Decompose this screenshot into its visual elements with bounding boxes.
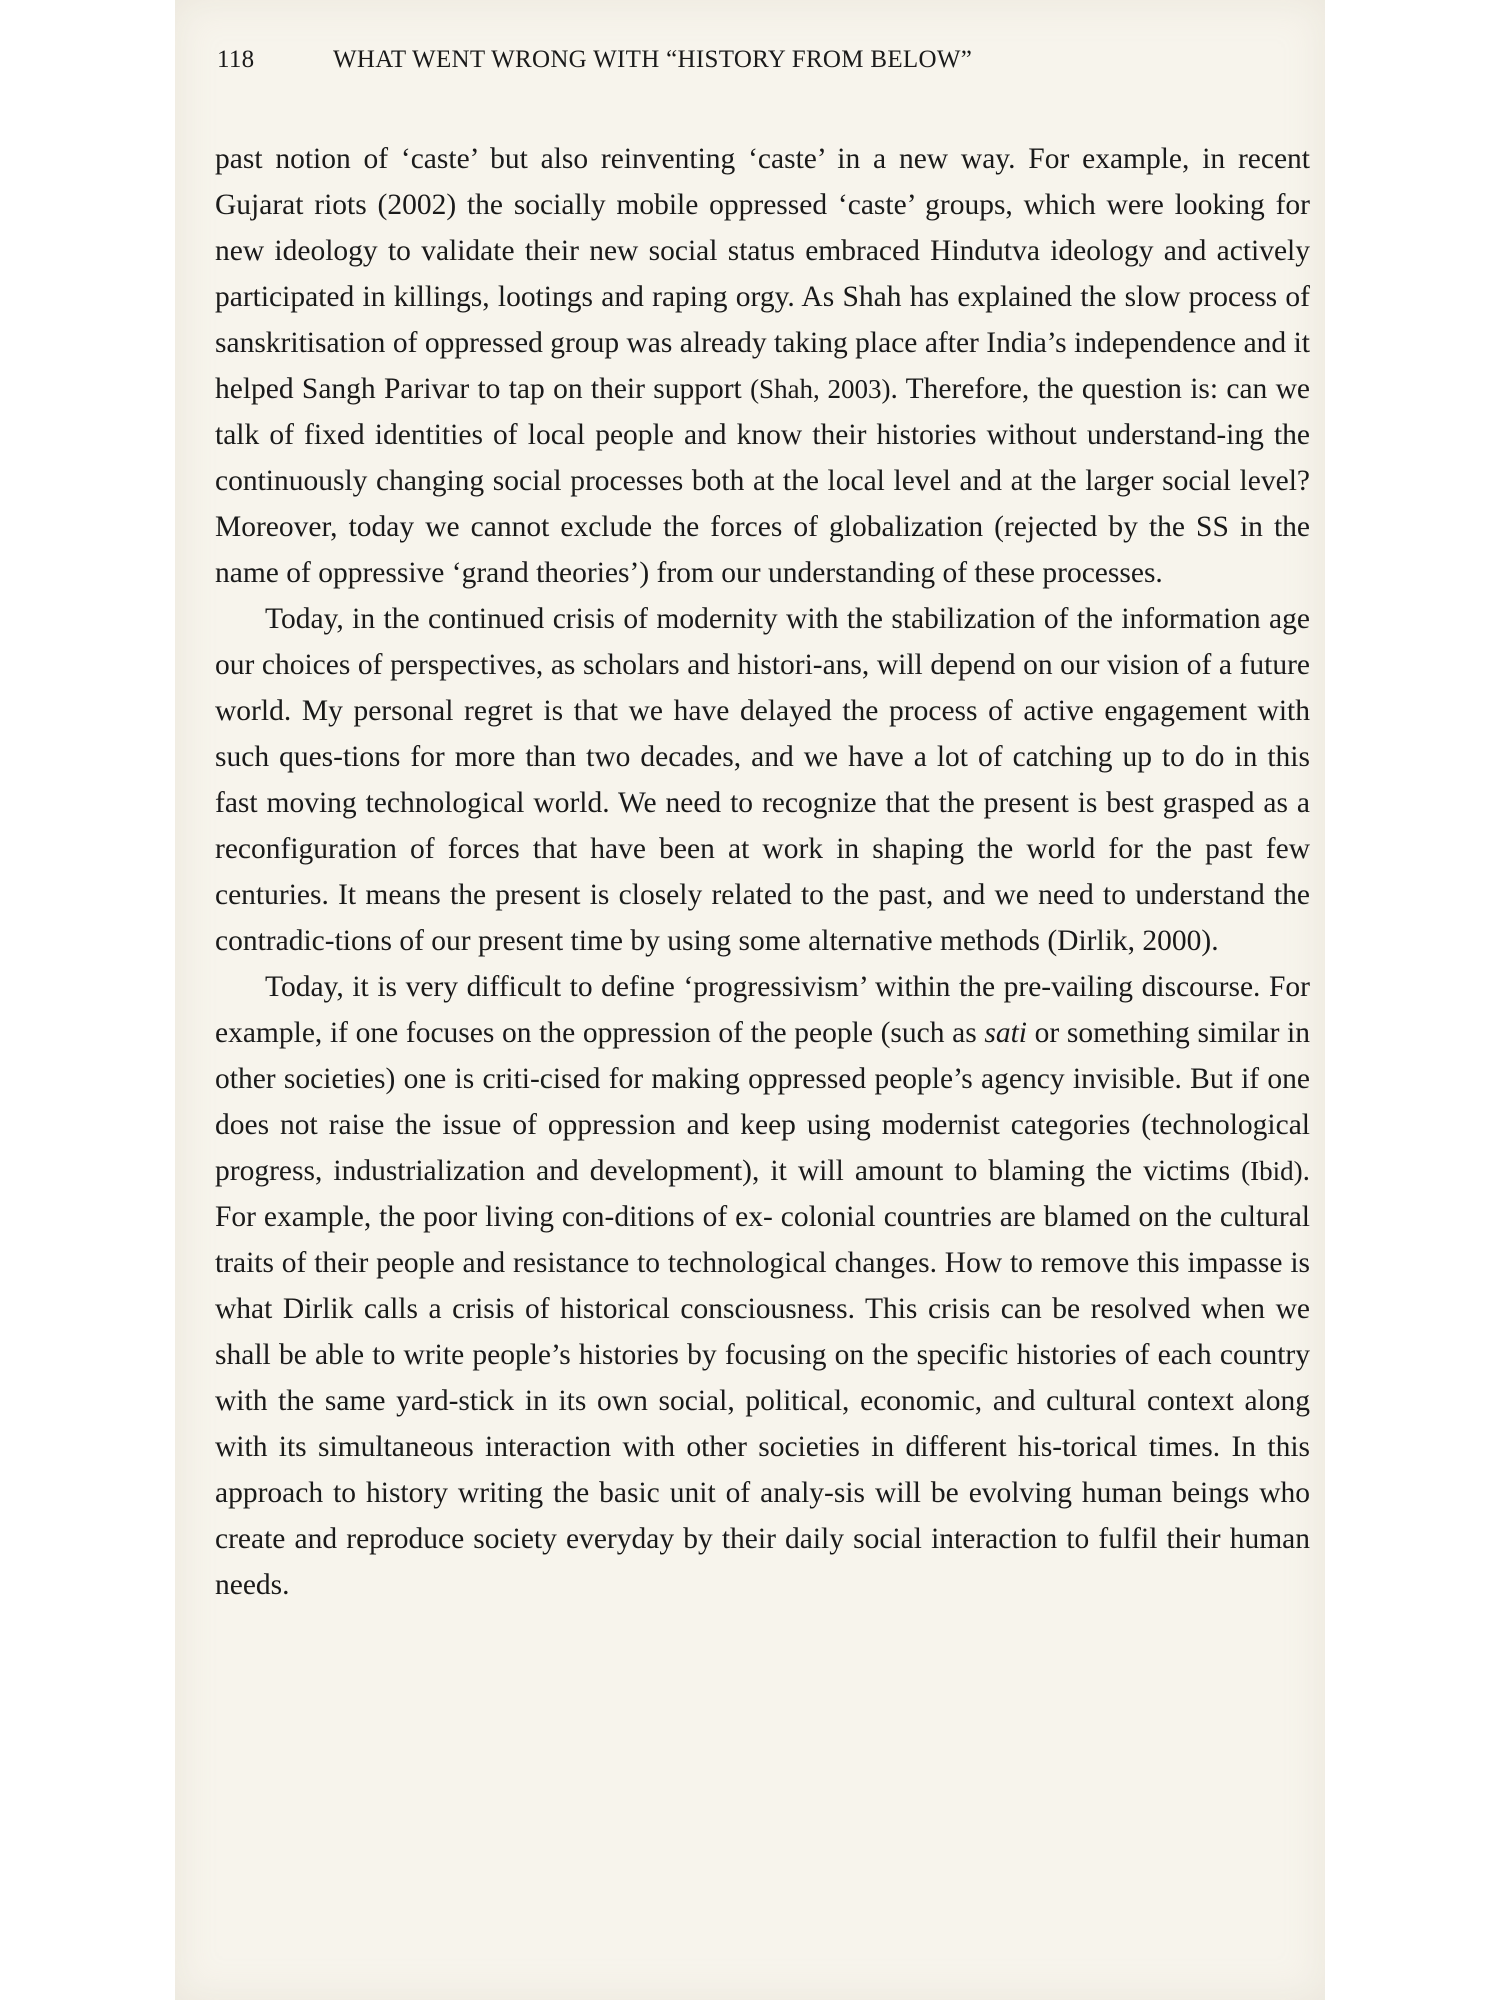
running-head: WHAT WENT WRONG WITH “HISTORY FROM BELOW” — [333, 46, 973, 73]
book-page — [175, 0, 1325, 2000]
paragraph-3-text-b: or something similar in other societies) one is criti-cised for making oppressed people’s agency invisible. But if one does not raise the issue of oppression and keep using modernist categories (technological progress, industrialization and development), it will amount to blaming the victims — [215, 1017, 1310, 1187]
paragraph-1-text-b: . Therefore, the question is: can we talk of fixed identities of local people and know their histories without understand-ing the continuously changing social processes both at the local level and at the larger social level? Moreover, today we cannot exclude the forces of globalization (rejected by the SS in the name of oppressive ‘grand theories’) from our understanding of these processes. — [215, 373, 1311, 589]
italic-term-sati: sati — [984, 1017, 1027, 1049]
paragraph-3 — [215, 964, 1310, 1608]
paragraph-1-text-a: past notion of ‘caste’ but also reinventing ‘caste’ in a new way. For example, in recent Gujarat riots (2002) the socially mobile oppressed ‘caste’ groups, which were looking for new ideology to validate their new social status embraced Hindutva ideology and actively participated in killings, lootings and raping orgy. As Shah has explained the slow process of sanskritisation of oppressed group was already taking place after India’s independence and it helped Sangh Parivar to tap on their support — [215, 143, 1310, 405]
page-header — [217, 46, 1307, 86]
paragraph-2 — [215, 596, 1310, 964]
citation-ibid: (Ibid) — [1241, 1156, 1303, 1186]
paragraph-2-text: Today, in the continued crisis of modernity with the stabilization of the information age our choices of perspectives, as scholars and histori-ans, will depend on our vision of a future world. My personal regret is that we have delayed the process of active engagement with such ques-tions for more than two decades, and we have a lot of catching up to do in this fast moving technological world. We need to recognize that the present is best grasped as a reconfiguration of forces that have been at work in shaping the world for the past few centuries. It means the present is closely related to the past, and we need to understand the contradic-tions of our present time by using some alternative methods (Dirlik, 2000). — [215, 603, 1310, 957]
paragraph-1 — [215, 136, 1310, 596]
paragraph-3-text-c: . For example, the poor living con-ditions of ex- colonial countries are blamed on the cultural traits of their people and resistance to technological changes. How to remove this impasse is what Dirlik calls a crisis of historical consciousness. This crisis can be resolved when we shall be able to write people’s histories by focusing on the specific histories of each country with the same yard-stick in its own social, political, economic, and cultural context along with its simultaneous interaction with other societies in different his-torical times. In this approach to history writing the basic unit of analy-sis will be evolving human beings who create and reproduce society everyday by their daily social interaction to fulfil their human needs. — [215, 1155, 1310, 1601]
paragraph-3-text-a: Today, it is very difficult to define ‘progressivism’ within the pre-vailing discourse. For example, if one focuses on the oppression of the people (such as — [215, 971, 1310, 1049]
body-text — [215, 136, 1310, 1608]
page-number: 118 — [217, 46, 255, 73]
citation-shah: (Shah, 2003) — [750, 374, 891, 404]
